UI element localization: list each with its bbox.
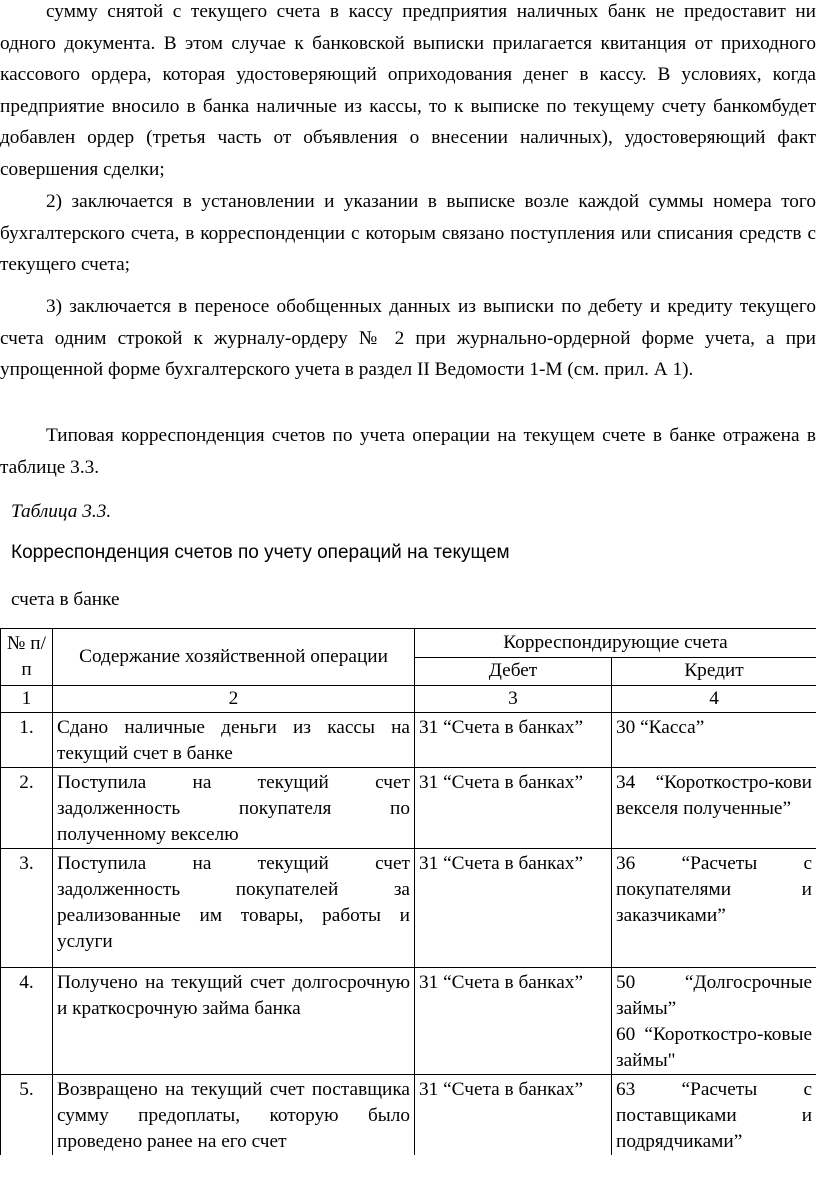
row-number: 1.	[1, 713, 53, 768]
column-number: 1	[1, 686, 53, 713]
credit-account: 50 “Долгосрочные займы”	[616, 972, 813, 1019]
credit-account: 30 “Касса”	[612, 713, 816, 768]
paragraph-2: 2) заключается в установлении и указании в выписке возле каждой суммы номера того бухгалтерского счета, в корреспонденции с которым связано поступления или списания средств с текущего счета;	[0, 191, 816, 276]
header-debit: Дебет	[415, 657, 612, 686]
debit-account: 31 “Счета в банках”	[415, 1075, 612, 1156]
table-header-row	[1, 629, 816, 658]
column-numbers-row	[1, 686, 816, 713]
accounts-correspondence-table	[0, 628, 816, 1155]
column-number: 2	[53, 686, 415, 713]
paragraph-4: Типовая корреспонденция счетов по учета операции на текущем счете в банке отражена в таблице 3.3.	[0, 425, 816, 478]
table-row	[1, 849, 816, 968]
credit-account-secondary: 60 “Короткостро-ковые займы"	[616, 1024, 813, 1071]
table-title-line-1: Корреспонденция счетов по учету операций на текущем	[11, 542, 510, 563]
header-content: Содержание хозяйственной операции	[53, 629, 415, 686]
row-number: 2.	[1, 768, 53, 849]
table-row	[1, 1075, 816, 1156]
operation-content: Сдано наличные деньги из кассы на текущий счет в банке	[53, 713, 415, 768]
header-corresponding-accounts: Корреспондирующие счета	[415, 629, 816, 658]
column-number: 3	[415, 686, 612, 713]
table-row	[1, 713, 816, 768]
credit-accounts-cell	[612, 968, 816, 1075]
operation-content: Получено на текущий счет долгосрочную и краткосрочную займа банка	[53, 968, 415, 1075]
operation-content: Поступила на текущий счет задолженность покупателя по полученному векселю	[53, 768, 415, 849]
table-row	[1, 968, 816, 1075]
table-row	[1, 768, 816, 849]
operation-content: Возвращено на текущий счет поставщика сумму предоплаты, которую было проведено ранее на его счет	[53, 1075, 415, 1156]
paragraph-1: сумму снятой с текущего счета в кассу предприятия наличных банк не предоставит ни одного документа. В этом случае к банковской выписки прилагается квитанция от приходного кассового ордера, которая удостоверяющий оприходования денег в кассу. В условиях, когда предприятие вносило в банка наличные из кассы, то к выписке по текущему счету банкомбудет добавлен ордер (третья часть от объявления о внесении наличных), удостоверяющий факт совершения сделки;	[0, 1, 816, 180]
debit-account: 31 “Счета в банках”	[415, 849, 612, 968]
debit-account: 31 “Счета в банках”	[415, 768, 612, 849]
header-number: № п/п	[1, 629, 53, 686]
row-number: 5.	[1, 1075, 53, 1156]
header-credit: Кредит	[612, 657, 816, 686]
debit-account: 31 “Счета в банках”	[415, 968, 612, 1075]
debit-account: 31 “Счета в банках”	[415, 713, 612, 768]
credit-account: 34 “Короткостро-кови векселя полученные”	[612, 768, 816, 849]
paragraph-3: 3) заключается в переносе обобщенных данных из выписки по дебету и кредиту текущего счета одним строкой к журналу-ордеру № 2 при журнально-ордерной форме учета, а при упрощенной форме бухгалтерского учета в раздел II Ведомости 1-М (см. прил. А 1).	[0, 296, 816, 381]
credit-account: 36 “Расчеты с покупателями и заказчиками”	[612, 849, 816, 968]
row-number: 3.	[1, 849, 53, 968]
column-number: 4	[612, 686, 816, 713]
table-title-line-2: счета в банке	[11, 589, 120, 610]
row-number: 4.	[1, 968, 53, 1075]
operation-content: Поступила на текущий счет задолженность покупателей за реализованные им товары, работы и услуги	[53, 849, 415, 968]
table-label: Таблица 3.3.	[11, 501, 112, 522]
credit-account: 63 “Расчеты с поставщиками и подрядчиками”	[612, 1075, 816, 1156]
